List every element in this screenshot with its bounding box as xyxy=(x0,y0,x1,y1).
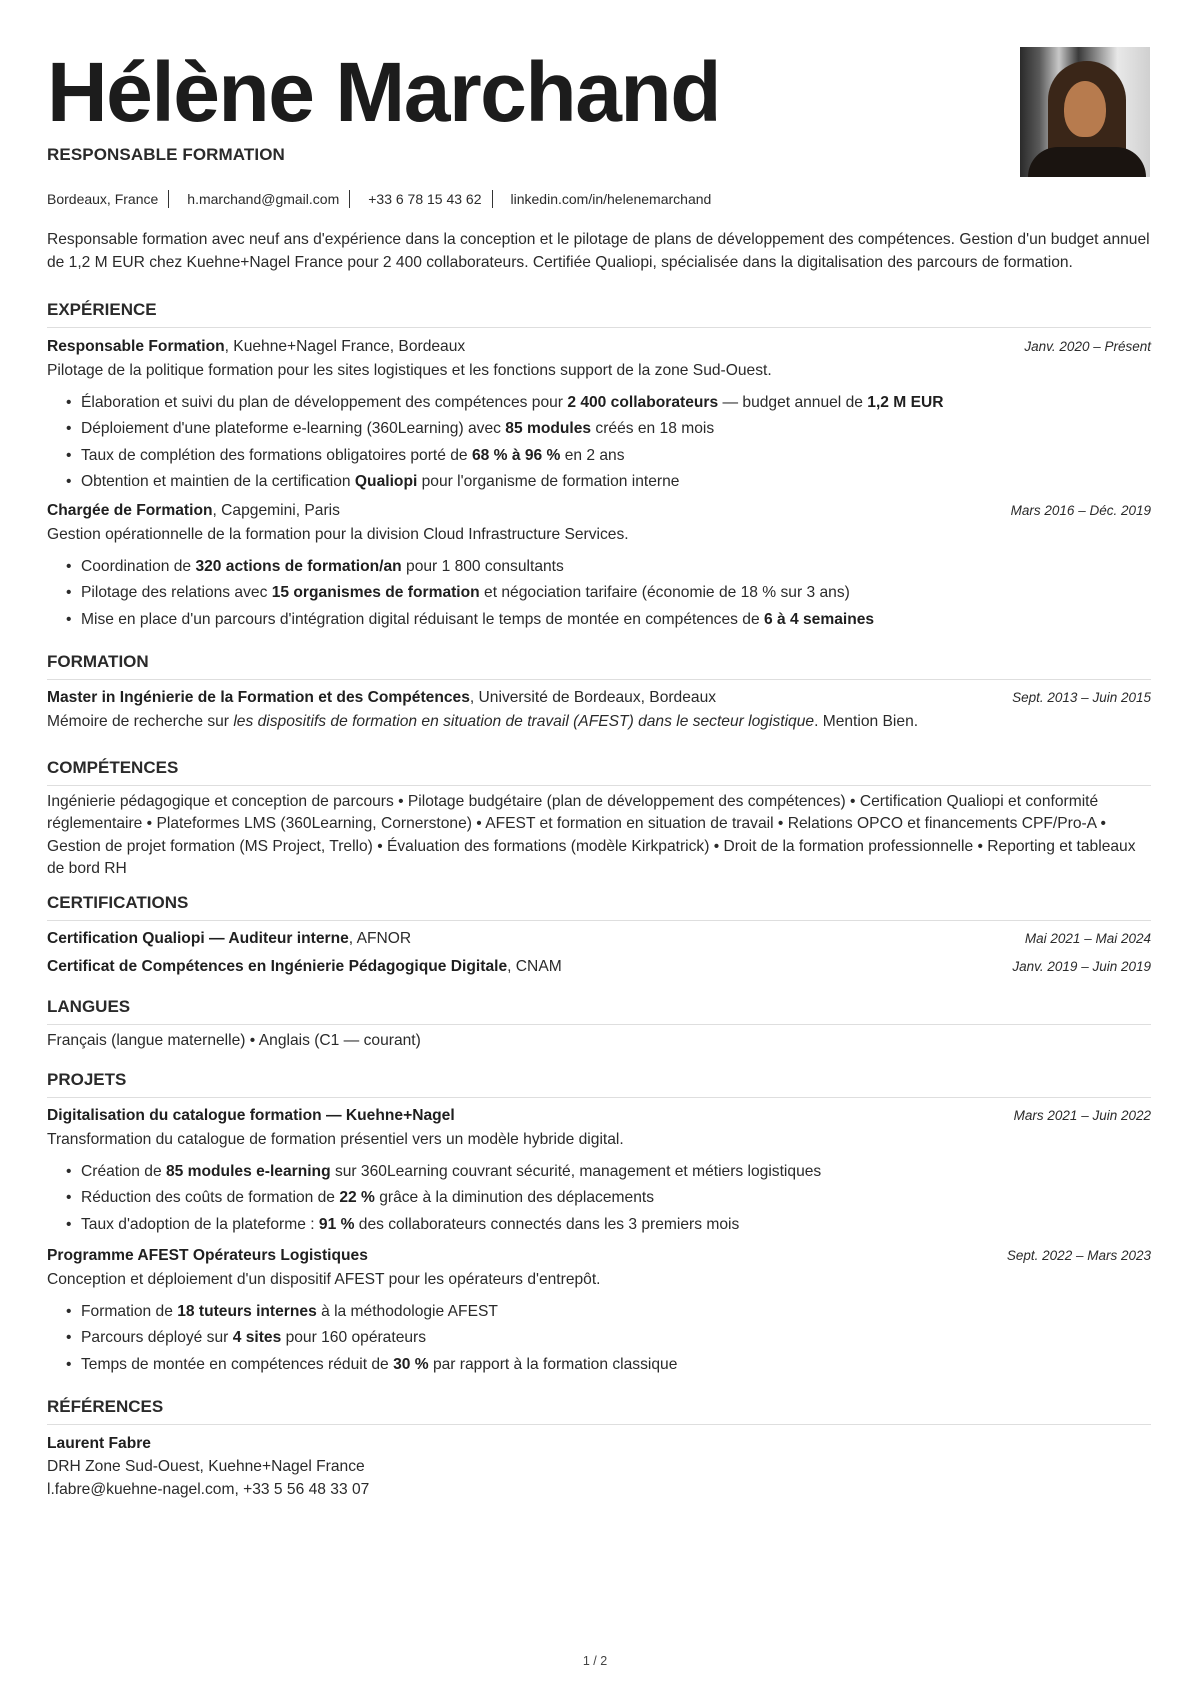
certification-issuer: , AFNOR xyxy=(348,930,412,947)
project-header xyxy=(47,1107,1151,1125)
bullet-item: • Coordination de 320 actions de formation/an pour 1 800 consultants xyxy=(81,554,1151,580)
bullet-item: • Taux d'adoption de la plateforme : 91 % des collaborateurs connectés dans les 3 premiers mois xyxy=(81,1212,1151,1238)
certification-name: Certification Qualiopi — Auditeur interne xyxy=(47,930,349,947)
school-name: , Université de Bordeaux, Bordeaux xyxy=(469,689,717,706)
section-title-experience: EXPÉRIENCE xyxy=(47,300,1151,328)
bullet-item: • Taux de complétion des formations obligatoires porté de 68 % à 96 % en 2 ans xyxy=(81,443,1151,469)
project-date: Mars 2021 – Juin 2022 xyxy=(1013,1108,1151,1123)
project-header xyxy=(47,1247,1151,1265)
job-title: Responsable Formation xyxy=(47,338,225,355)
skills-list: Ingénierie pédagogique et conception de parcours • Pilotage budgétaire (plan de développement des compétences) • Certification Qualiopi et conformité réglementaire • Plateformes LMS (360Learning, Cornerstone) • AFEST et formation en situation de travail • Relations OPCO et financements CPF/Pro-A • Gestion de projet formation (MS Project, Trello) • Évaluation des formations (modèle Kirkpatrick) • Droit de la formation professionnelle • Reporting et tableaux de bord RH xyxy=(47,793,1136,877)
job-description: Pilotage de la politique formation pour les sites logistiques et les fonctions support de la zone Sud-Ouest. xyxy=(47,362,772,379)
project-title: Digitalisation du catalogue formation — Kuehne+Nagel xyxy=(47,1107,455,1124)
section-title-projects: PROJETS xyxy=(47,1070,1151,1098)
bullet-item: • Élaboration et suivi du plan de développement des compétences pour 2 400 collaborateurs — budget annuel de 1,2 M EUR xyxy=(81,390,1151,416)
job-org: , Kuehne+Nagel France, Bordeaux xyxy=(224,338,466,355)
divider xyxy=(349,190,350,208)
project-title: Programme AFEST Opérateurs Logistiques xyxy=(47,1247,368,1264)
bullet-item: • Obtention et maintien de la certification Qualiopi pour l'organisme de formation interne xyxy=(81,469,1151,495)
contact-bar xyxy=(47,190,711,208)
job-title: Chargée de Formation xyxy=(47,502,213,519)
photo-body-shape xyxy=(1028,147,1146,177)
bullet-item: • Formation de 18 tuteurs internes à la méthodologie AFEST xyxy=(81,1299,1151,1325)
job-date: Janv. 2020 – Présent xyxy=(1024,339,1151,354)
experience-header xyxy=(47,338,1151,356)
job-org: , Capgemini, Paris xyxy=(212,502,340,519)
contact-location: Bordeaux, France xyxy=(47,191,159,207)
section-title-languages: LANGUES xyxy=(47,997,1151,1025)
candidate-role: RESPONSABLE FORMATION xyxy=(47,145,285,164)
bullet-item: • Réduction des coûts de formation de 22 % grâce à la diminution des déplacements xyxy=(81,1185,1151,1211)
reference-contact: l.fabre@kuehne-nagel.com, +33 5 56 48 33 07 xyxy=(47,1481,370,1498)
contact-email[interactable]: h.marchand@gmail.com xyxy=(187,191,340,207)
candidate-name: Hélène Marchand xyxy=(47,45,721,139)
project-bullets xyxy=(47,1159,1151,1238)
project-description: Transformation du catalogue de formation présentiel vers un modèle hybride digital. xyxy=(47,1131,624,1148)
section-title-skills: COMPÉTENCES xyxy=(47,758,1151,786)
certification-date: Janv. 2019 – Juin 2019 xyxy=(1012,959,1151,974)
project-date: Sept. 2022 – Mars 2023 xyxy=(1006,1248,1151,1263)
bullet-item: • Pilotage des relations avec 15 organismes de formation et négociation tarifaire (économie de 18 % sur 3 ans) xyxy=(81,580,1151,606)
project-description: Conception et déploiement d'un dispositif AFEST pour les opérateurs d'entrepôt. xyxy=(47,1271,601,1288)
reference-name: Laurent Fabre xyxy=(47,1435,151,1452)
experience-header xyxy=(47,502,1151,520)
job-bullets xyxy=(47,554,1151,633)
reference-position: DRH Zone Sud-Ouest, Kuehne+Nagel France xyxy=(47,1458,365,1475)
photo-face-shape xyxy=(1064,81,1106,137)
languages-list: Français (langue maternelle) • Anglais (C1 — courant) xyxy=(47,1032,421,1049)
education-date: Sept. 2013 – Juin 2015 xyxy=(1012,690,1151,705)
job-description: Gestion opérationnelle de la formation pour la division Cloud Infrastructure Services. xyxy=(47,526,629,543)
page-number: 1 / 2 xyxy=(582,1654,608,1668)
section-title-education: FORMATION xyxy=(47,652,1151,680)
job-bullets xyxy=(47,390,1151,495)
divider xyxy=(168,190,169,208)
certification-date: Mai 2021 – Mai 2024 xyxy=(1024,931,1151,946)
certification-row xyxy=(47,958,1151,976)
section-title-certifications: CERTIFICATIONS xyxy=(47,893,1151,921)
certification-row xyxy=(47,930,1151,948)
job-date: Mars 2016 – Déc. 2019 xyxy=(1010,503,1151,518)
bullet-item: • Temps de montée en compétences réduit de 30 % par rapport à la formation classique xyxy=(81,1352,1151,1378)
project-bullets xyxy=(47,1299,1151,1378)
education-header xyxy=(47,689,1151,707)
contact-phone[interactable]: +33 6 78 15 43 62 xyxy=(368,191,482,207)
contact-linkedin[interactable]: linkedin.com/in/helenemarchand xyxy=(510,191,712,207)
divider xyxy=(492,190,493,208)
degree-title: Master in Ingénierie de la Formation et des Compétences xyxy=(47,689,470,706)
bullet-item: • Déploiement d'une plateforme e-learning (360Learning) avec 85 modules créés en 18 mois xyxy=(81,416,1151,442)
certification-issuer: , CNAM xyxy=(507,958,562,975)
bullet-item: • Mise en place d'un parcours d'intégration digital réduisant le temps de montée en compétences de 6 à 4 semaines xyxy=(81,607,1151,633)
bullet-item: • Création de 85 modules e-learning sur 360Learning couvrant sécurité, management et métiers logistiques xyxy=(81,1159,1151,1185)
profile-photo xyxy=(1020,47,1150,177)
certification-name: Certificat de Compétences en Ingénierie Pédagogique Digitale xyxy=(47,958,508,975)
bullet-item: • Parcours déployé sur 4 sites pour 160 opérateurs xyxy=(81,1325,1151,1351)
education-note: Mémoire de recherche sur les dispositifs de formation en situation de travail (AFEST) dans le secteur logistique. Mention Bien. xyxy=(47,713,919,730)
section-title-references: RÉFÉRENCES xyxy=(47,1397,1151,1425)
profile-summary: Responsable formation avec neuf ans d'expérience dans la conception et le pilotage de plans de développement des compétences. Gestion d'un budget annuel de 1,2 M EUR chez Kuehne+Nagel France pour 2 400 collaborateurs. Certifiée Qualiopi, spécialisée dans la digitalisation des parcours de formation. xyxy=(47,231,1150,271)
